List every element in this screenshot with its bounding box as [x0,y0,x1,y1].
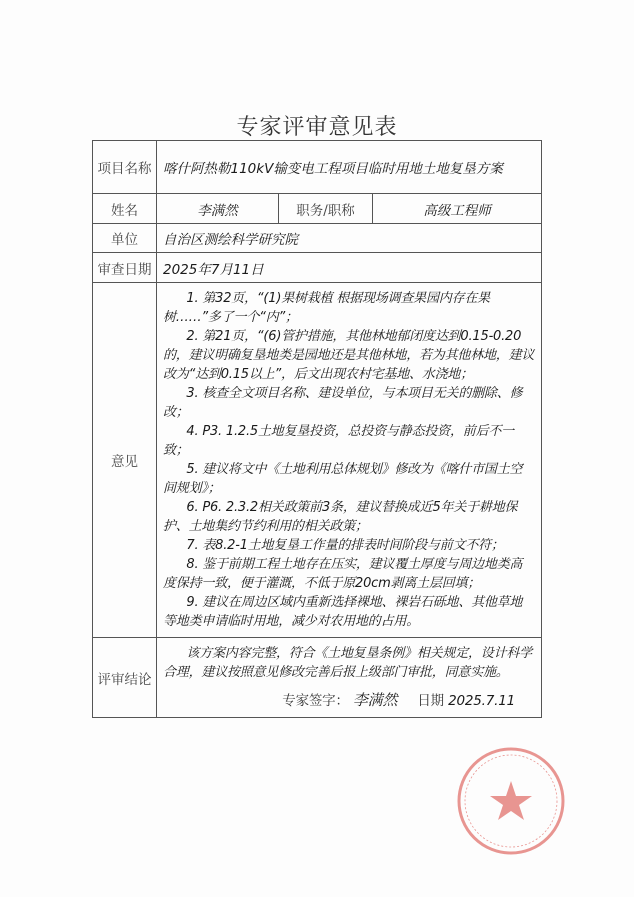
name-value: 李满然 [157,194,279,224]
signature-label: 专家签字： [282,693,349,709]
name-row [93,194,542,224]
opinion-item: 7. 表8.2-1土地复垦工作量的排表时间阶段与前文不符； [186,538,504,553]
name-label: 姓名 [93,194,157,224]
opinion-row [93,283,542,638]
conclusion-label: 评审结论 [93,638,157,718]
signature-value: 李满然 [352,691,398,709]
sign-date-label: 日期 [417,693,444,709]
opinion-item: 4. P3. 1.2.5土地复垦投资，总投资与静态投资，前后不一致； [163,424,514,458]
opinion-item: 8. 鉴于前期工程土地存在压实，建议覆土厚度与周边地类高度保持一致，便于灌溉，不低于原20cm剥离土层回填； [163,557,523,591]
signature-line [163,690,535,711]
conclusion-text: 该方案内容完整，符合《土地复垦条例》相关规定，设计科学合理，建议按照意见修改完善后报上级部门审批，同意实施。 [163,646,532,680]
project-row [93,141,542,194]
unit-value: 自治区测绘科学研究院 [157,224,542,253]
opinion-label: 意见 [93,283,157,638]
company-seal-stamp [455,745,567,857]
opinion-item: 5. 建议将文中《土地利用总体规划》修改为《喀什市国土空间规划》； [163,462,523,496]
review-table [92,140,542,718]
opinion-item: 6. P6. 2.3.2相关政策前3条，建议替换成近5年关于耕地保护、土地集约节约利用的相关政策； [163,500,518,534]
date-value: 2025年7月11日 [157,253,542,283]
star-icon [490,781,532,820]
conclusion-cell [157,638,542,718]
opinion-item: 9. 建议在周边区域内重新选择裸地、裸岩石砾地、其他草地等地类申请临时用地，减少对农用地的占用。 [163,595,523,629]
form-title: 专家评审意见表 [236,115,398,140]
sign-date-value: 2025.7.11 [448,693,515,709]
opinion-item: 1. 第32页，“(1)果树栽植 根据现场调查果园内存在果树……”多了一个“内”； [163,291,490,325]
date-label: 审查日期 [93,253,157,283]
project-value: 喀什阿热勒110kV输变电工程项目临时用地土地复垦方案 [157,141,542,194]
project-label: 项目名称 [93,141,157,194]
unit-label: 单位 [93,224,157,253]
conclusion-row [93,638,542,718]
unit-row [93,224,542,253]
date-row [93,253,542,283]
opinion-list [157,283,542,638]
opinion-item: 3. 核查全文项目名称、建设单位，与本项目无关的删除、修改； [163,386,523,420]
position-value: 高级工程师 [373,194,542,224]
position-label: 职务/职称 [279,194,373,224]
opinion-item: 2. 第21页，“(6)管护措施，其他林地郁闭度达到0.15-0.20的，建议明确复垦地类是园地还是其他林地，若为其他林地，建议改为“达到0.15以上”，后文出现农村宅基地、水浇地； [163,329,535,382]
